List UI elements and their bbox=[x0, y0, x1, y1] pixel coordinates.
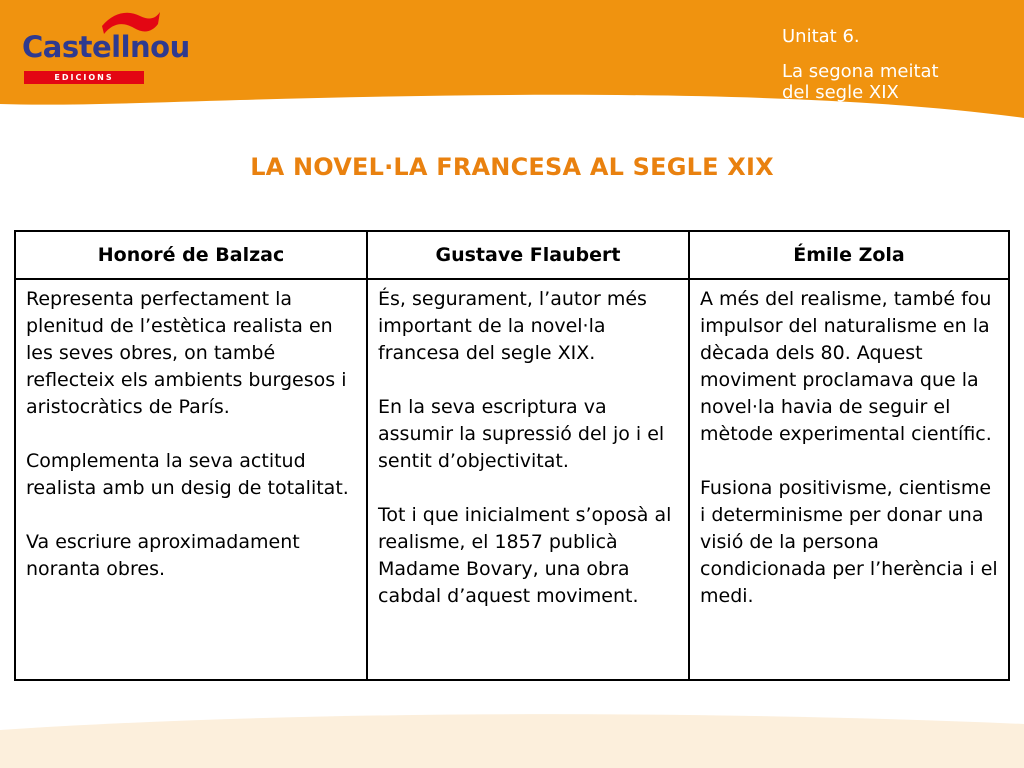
unit-subtitle-line2: del segle XIX bbox=[782, 82, 899, 103]
cell-balzac bbox=[15, 279, 367, 680]
header-flaubert: Gustave Flaubert bbox=[367, 231, 689, 279]
unit-title: Unitat 6. bbox=[782, 26, 860, 47]
flaubert-paragraph-1: És, segurament, l’autor més important de la novel·la francesa del segle XIX. bbox=[378, 288, 647, 364]
cell-zola bbox=[689, 279, 1009, 680]
authors-table bbox=[14, 230, 1010, 681]
table-row bbox=[15, 279, 1009, 680]
zola-paragraph-1: A més del realisme, també fou impulsor del naturalisme en la dècada dels 80. Aquest moviment proclamava que la novel·la havia de seguir el mètode experimental científic. bbox=[700, 288, 992, 445]
balzac-paragraph-1: Representa perfectament la plenitud de l’estètica realista en les seves obres, on també reflecteix els ambients burgesos i aristocràtics de París. bbox=[26, 288, 347, 418]
flaubert-paragraph-3: Tot i que inicialment s’oposà al realisme, el 1857 publicà Madame Bovary, una obra cabdal d’aquest moviment. bbox=[378, 504, 672, 607]
unit-subtitle-line1: La segona meitat bbox=[782, 61, 939, 82]
castellnou-logo bbox=[22, 8, 190, 82]
balzac-paragraph-3: Va escriure aproximadament noranta obres. bbox=[26, 531, 300, 580]
header-balzac: Honoré de Balzac bbox=[15, 231, 367, 279]
flaubert-paragraph-2: En la seva escriptura va assumir la supressió del jo i el sentit d’objectivitat. bbox=[378, 396, 665, 472]
zola-paragraph-2: Fusiona positivisme, cientisme i determinisme per donar una visió de la persona condicionada per l’herència i el medi. bbox=[700, 477, 998, 607]
cell-flaubert bbox=[367, 279, 689, 680]
logo-subtitle: EDICIONS bbox=[24, 71, 144, 84]
balzac-paragraph-2: Complementa la seva actitud realista amb un desig de totalitat. bbox=[26, 450, 349, 499]
table-header-row bbox=[15, 231, 1009, 279]
header-zola: Émile Zola bbox=[689, 231, 1009, 279]
unit-info bbox=[782, 26, 939, 103]
page-title: LA NOVEL·LA FRANCESA AL SEGLE XIX bbox=[250, 153, 774, 181]
footer-band bbox=[0, 700, 1024, 768]
logo-name: Castellnou bbox=[22, 30, 190, 64]
